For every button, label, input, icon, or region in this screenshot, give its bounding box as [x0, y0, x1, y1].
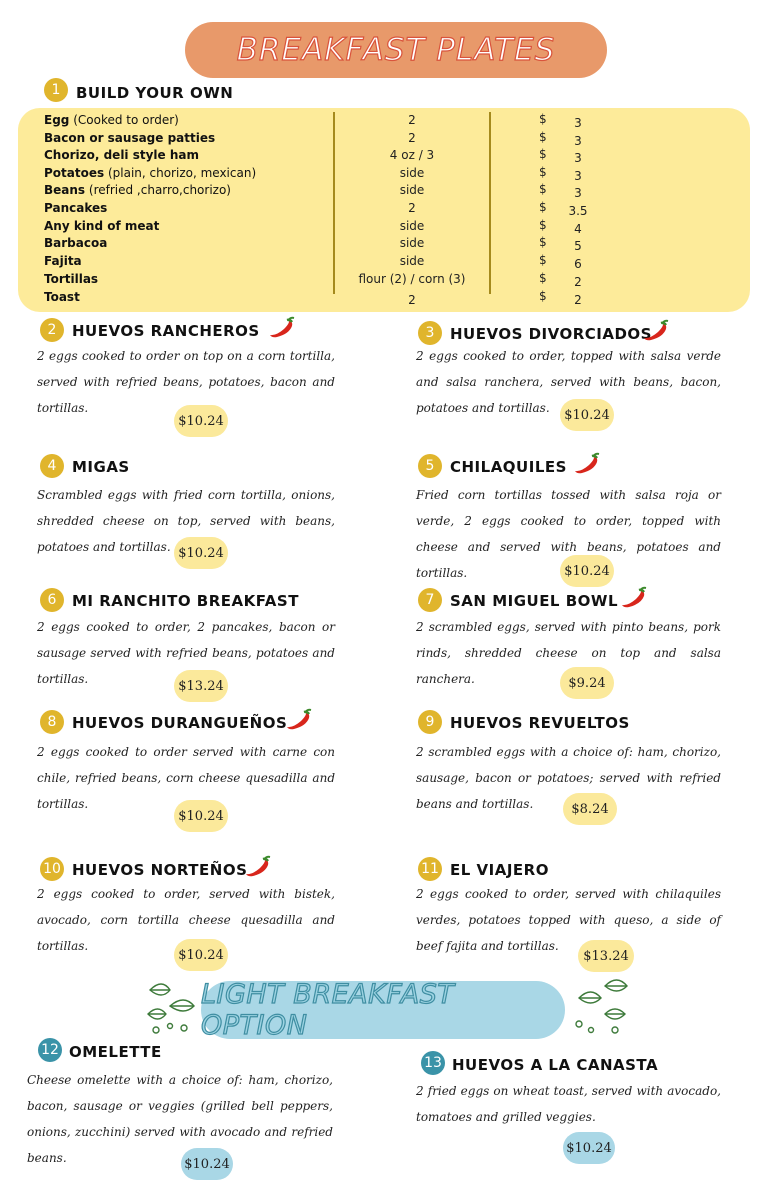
dish-title: MI RANCHITO BREAKFAST	[72, 592, 299, 610]
dish-title: HUEVOS RANCHEROS	[72, 322, 260, 340]
price-badge: $10.24	[174, 939, 228, 971]
byo-item-price: 4	[574, 222, 582, 236]
byo-item-price: 3	[574, 116, 582, 130]
dish-description: 2 scrambled eggs with a choice of: ham, chorizo, sausage, bacon or potatoes; served with refried beans and tortillas.	[416, 745, 721, 811]
byo-item-currency: $	[539, 289, 547, 303]
byo-item-note: (plain, chorizo, mexican)	[104, 166, 257, 180]
price-badge: $10.24	[560, 555, 614, 587]
byo-item-price: 2	[574, 293, 582, 307]
byo-item-currency: $	[539, 182, 547, 196]
item-number-badge: 5	[418, 454, 442, 478]
chili-pepper-icon	[285, 708, 313, 730]
byo-item-qty: 2	[408, 131, 416, 145]
dish-description: Fried corn tortillas tossed with salsa roja or verde, 2 eggs cooked to order, topped with cheese and served with beans, potatoes and tortillas.	[416, 488, 721, 580]
chili-pepper-icon	[268, 316, 296, 338]
price-badge: $8.24	[563, 793, 617, 825]
byo-item-name	[44, 166, 256, 180]
chili-pepper-icon	[642, 319, 670, 341]
dish-description: 2 eggs cooked to order, 2 pancakes, bacon or sausage served with refried beans, potatoes and tortillas.	[37, 620, 335, 686]
dish-description: 2 eggs cooked to order, served with chilaquiles verdes, potatoes topped with queso, a side of beef fajita and tortillas.	[416, 887, 721, 953]
byo-item-label: Bacon or sausage patties	[44, 131, 216, 145]
byo-item-price: 3.5	[568, 204, 588, 218]
byo-item-name	[44, 183, 231, 197]
dish-title: HUEVOS REVUELTOS	[450, 714, 630, 732]
byo-item-name	[44, 272, 98, 286]
byo-item-label: Toast	[44, 290, 80, 304]
byo-item-currency: $	[539, 218, 547, 232]
byo-item-qty: side	[399, 254, 425, 268]
price-badge: $9.24	[560, 667, 614, 699]
item-number-badge: 1	[44, 78, 68, 102]
item-number-badge: 10	[40, 857, 64, 881]
item-number-badge: 7	[418, 588, 442, 612]
byo-item-price: 6	[574, 257, 582, 271]
price-badge: $13.24	[578, 940, 634, 972]
byo-item-qty: flour (2) / corn (3)	[358, 272, 466, 286]
dish-title: HUEVOS DURANGUEÑOS	[72, 714, 288, 732]
light-breakfast-title: LIGHT BREAKFAST OPTION	[201, 979, 455, 1041]
dish-description: 2 eggs cooked to order, topped with salsa verde and salsa ranchera, served with beans, bacon, potatoes and tortillas.	[416, 349, 721, 415]
byo-item-price: 3	[574, 151, 582, 165]
byo-item-label: Potatoes	[44, 166, 105, 180]
leaf-decoration-icon	[140, 970, 210, 1040]
item-number-badge: 4	[40, 454, 64, 478]
chili-pepper-icon	[573, 452, 601, 474]
dish-title: MIGAS	[72, 458, 130, 476]
byo-item-note: (refried ,charro,chorizo)	[85, 183, 231, 197]
dish-title: HUEVOS NORTEÑOS	[72, 861, 248, 879]
item-number-badge: 6	[40, 588, 64, 612]
byo-item-price: 3	[574, 134, 582, 148]
header-banner	[185, 22, 607, 78]
byo-item-currency: $	[539, 235, 547, 249]
build-your-own-title: BUILD YOUR OWN	[76, 84, 234, 102]
byo-item-label: Chorizo, deli style ham	[44, 148, 199, 162]
price-badge: $10.24	[560, 399, 614, 431]
dish-description: 2 eggs cooked to order served with carne con chile, refried beans, corn cheese quesadilla and tortillas.	[37, 745, 335, 811]
chili-pepper-icon	[244, 855, 272, 877]
byo-item-qty: 2	[408, 293, 416, 307]
byo-item-label: Fajita	[44, 254, 82, 268]
byo-item-currency: $	[539, 130, 547, 144]
byo-item-qty: side	[399, 236, 425, 250]
byo-item-label: Barbacoa	[44, 236, 108, 250]
item-number-badge: 9	[418, 710, 442, 734]
item-number-badge: 11	[418, 857, 442, 881]
byo-item-currency: $	[539, 165, 547, 179]
byo-item-name	[44, 131, 215, 145]
dish-title: EL VIAJERO	[450, 861, 549, 879]
byo-item-name	[44, 290, 80, 304]
byo-item-qty: side	[399, 219, 425, 233]
byo-item-label: Beans	[44, 183, 86, 197]
byo-item-currency: $	[539, 147, 547, 161]
byo-item-currency: $	[539, 200, 547, 214]
dish-description: 2 scrambled eggs, served with pinto beans, pork rinds, shredded cheese on top and salsa ranchera.	[416, 620, 721, 686]
dish-title: CHILAQUILES	[450, 458, 567, 476]
page-title: BREAKFAST PLATES	[236, 32, 556, 68]
dish-description: 2 eggs cooked to order, served with bistek, avocado, corn tortilla cheese quesadilla and tortillas.	[37, 887, 335, 953]
byo-item-name	[44, 113, 179, 127]
dish-title: SAN MIGUEL BOWL	[450, 592, 619, 610]
byo-item-price: 3	[574, 169, 582, 183]
byo-item-price: 3	[574, 186, 582, 200]
item-number-badge: 2	[40, 318, 64, 342]
byo-item-label: Pancakes	[44, 201, 108, 215]
price-badge: $10.24	[174, 800, 228, 832]
byo-item-note: (Cooked to order)	[69, 113, 179, 127]
dish-title: OMELETTE	[69, 1043, 162, 1061]
byo-item-currency: $	[539, 271, 547, 285]
price-badge: $13.24	[174, 670, 228, 702]
byo-item-qty: 2	[408, 113, 416, 127]
chili-pepper-icon	[620, 586, 648, 608]
byo-item-name	[44, 236, 107, 250]
dish-title: HUEVOS A LA CANASTA	[452, 1056, 659, 1074]
byo-item-currency: $	[539, 112, 547, 126]
dish-description: Scrambled eggs with fried corn tortilla, onions, shredded cheese on top, served with beans, potatoes and tortillas.	[37, 488, 335, 554]
price-badge: $10.24	[174, 405, 228, 437]
byo-item-qty: 4 oz / 3	[389, 148, 435, 162]
dish-description: Cheese omelette with a choice of: ham, chorizo, bacon, sausage or veggies (grilled bell peppers, onions, zucchini) served with avocado and refried beans.	[27, 1073, 333, 1165]
byo-item-qty: side	[399, 183, 425, 197]
byo-item-name	[44, 148, 199, 162]
price-badge: $10.24	[174, 537, 228, 569]
byo-item-price: 5	[574, 239, 582, 253]
byo-item-label: Egg	[44, 113, 70, 127]
byo-item-name	[44, 254, 82, 268]
byo-item-label: Any kind of meat	[44, 219, 160, 233]
light-breakfast-banner	[201, 981, 565, 1039]
item-number-badge: 13	[421, 1051, 445, 1075]
price-badge: $10.24	[181, 1148, 233, 1180]
byo-item-price: 2	[574, 275, 582, 289]
byo-item-name	[44, 219, 159, 233]
item-number-badge: 3	[418, 321, 442, 345]
dish-title: HUEVOS DIVORCIADOS	[450, 325, 652, 343]
dish-description: 2 eggs cooked to order on top on a corn tortilla, served with refried beans, potatoes, bacon and tortillas.	[37, 349, 335, 415]
byo-item-label: Tortillas	[44, 272, 99, 286]
price-badge: $10.24	[563, 1132, 615, 1164]
byo-item-qty: 2	[408, 201, 416, 215]
item-number-badge: 8	[40, 710, 64, 734]
byo-item-qty: side	[399, 166, 425, 180]
item-number-badge: 12	[38, 1038, 62, 1062]
byo-item-name	[44, 201, 107, 215]
leaf-decoration-icon	[565, 968, 635, 1038]
byo-item-currency: $	[539, 253, 547, 267]
dish-description: 2 fried eggs on wheat toast, served with avocado, tomatoes and grilled veggies.	[416, 1084, 721, 1124]
